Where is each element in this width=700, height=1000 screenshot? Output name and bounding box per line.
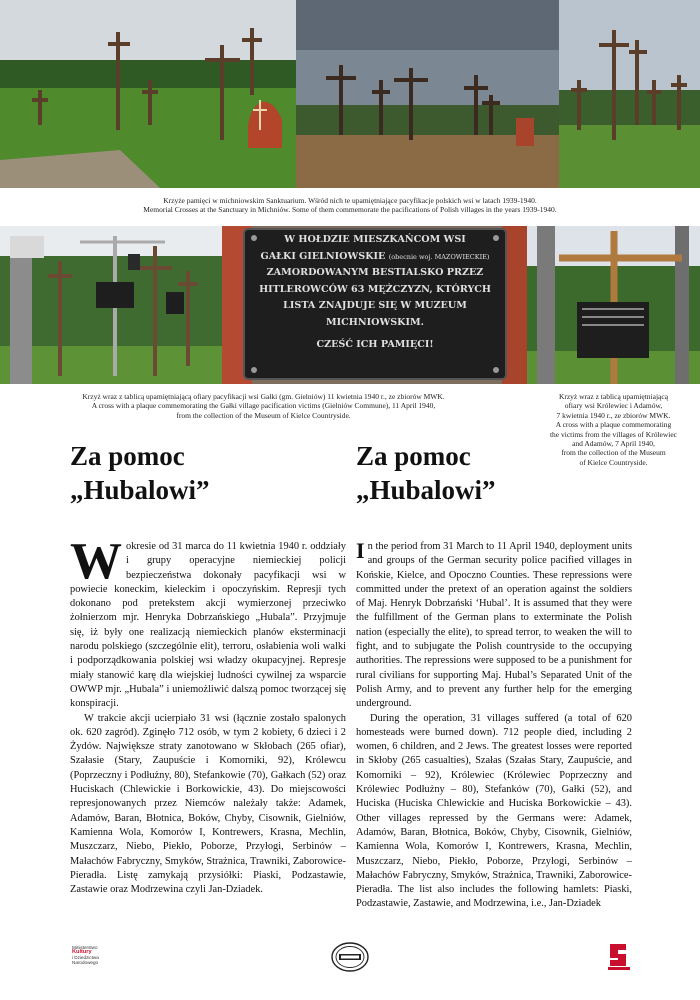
right-caption-line-2: ofiary wsi Królewiec i Adamów, <box>564 401 663 411</box>
middle-caption-line-2: A cross with a plaque commemorating the Gałki village pacification victims (Gielniów Commune), 11 April 1940, <box>91 401 436 411</box>
photo-cross-krolewiec-adamow <box>527 226 700 384</box>
body-pl-paragraph-1 <box>70 533 346 712</box>
right-caption-line-6: and Adamów, 7 April 1940, <box>572 438 655 448</box>
right-caption-line-3: 7 kwietnia 1940 r., ze zbiorów MWK. <box>556 410 671 420</box>
plaque-line-5: LISTA ZNAJDUJE SIĘ W MUZEUM <box>283 300 467 311</box>
ministry-logo <box>72 945 122 965</box>
ministry-logo-line-2: Kultury <box>72 949 92 955</box>
title-pl <box>70 440 210 508</box>
ministry-logo-line-1: Ministerstwo <box>72 945 98 950</box>
photo-cross-with-plaques <box>0 226 222 384</box>
photo-memorial-crosses-3 <box>559 0 700 188</box>
title-en-line-1: Za pomoc <box>356 441 471 471</box>
plaque-line-3: ZAMORDOWANYM BESTIALSKO PRZEZ <box>266 267 484 278</box>
dropcap-pl: W <box>70 533 122 590</box>
right-caption-line-1: Krzyż wraz z tablicą upamiętniającą <box>558 392 669 401</box>
title-en <box>356 440 496 508</box>
photo-plaque-galki <box>222 226 527 384</box>
top-caption-en: Memorial Crosses at the Sanctuary in Michniów. Some of them commemorate the pacifications of Polish villages in the years 1939-1940. <box>143 205 557 215</box>
right-caption-line-7: from the collection of the Museum <box>561 448 666 458</box>
photo-memorial-crosses-1 <box>0 0 296 188</box>
middle-caption-line-3: from the collection of the Museum of Kielce Countryside. <box>176 410 351 420</box>
body-pl-paragraph-2: W trakcie akcji ucierpiało 31 wsi (łącznie zostało spalonych ok. 620 zagród). Zginęło 712 osób, w tym 2 kobiety, 6 dzieci i 2 Żydów. Największe straty zanotowano w Skłobach (265 ofiar), Szałasie (Stary, Zaupuście i Komorniki, 92), Królewcu (Poprzeczny i Podłużny, 80), Stefankowie (70), Gałkach (52) oraz Huciskach (Chlewickie i Borkowickie, 43). Do miejscowości represjonowanych przez Niemców należały także: Adamek, Adamów, Baran, Błotnica, Boków, Chyby, Cisownik, Gielniów, Kamienna Wola, Komorów I, Kontrewers, Krasna, Mechlin, Muszczarz, Niebo, Piekło, Poborze, Przyłogi, Serbinów – Małachów Fabryczny, Smyków, Strażnica, Trawniki, Zaborowice-Pieradła. Listę zamykają przysiółki: Piaski, Podzastawie, Zastawie oraz Modrzewina czyli Jan-Dziadek. <box>70 712 346 896</box>
title-pl-line-1: Za pomoc <box>70 441 185 471</box>
body-en-paragraph-1-text: n the period from 31 March to 11 April 1940, deployment units and groups of the German security police pacified villages in Końskie, Kielce, and Opoczno Counties. These repressions were committed under the pretext of an operation against the soldiers of Maj. Henryk Dobrzański ‘Hubal’. It is assumed that they were the fulfillment of the German plans to exterminate the Polish nation (especially the elite), to spread terror, to weaken the will to fight, and to subjugate the Polish countryside to the occupying authorities. The repressions were supposed to be a punishment for rural civilians for supporting Maj. Hubal’s Separated Unit of the Polish Army, and to prevent any further help for the emerging underground. <box>356 541 632 710</box>
photo-memorial-crosses-2 <box>296 0 559 188</box>
plaque-line-7: CZEŚĆ ICH PAMIĘCI! <box>316 339 434 350</box>
plaque-line-6: MICHNIOWSKIM. <box>326 316 424 328</box>
body-en-paragraph-1 <box>356 540 632 712</box>
plaque-line-4: HITLEROWCÓW 63 MĘŻCZYZN, KTÓRYCH <box>259 283 491 295</box>
ministry-logo-line-3: i Dziedzictwa <box>72 955 99 960</box>
plaque-line-2-small: (obecnie woj. MAZOWIECKIE) <box>388 252 490 261</box>
title-en-line-2: „Hubalowi” <box>356 474 496 505</box>
body-pl <box>70 533 346 897</box>
plaque-inscription <box>252 232 498 354</box>
middle-caption-line-1: Krzyż wraz z tablicą upamiętniającą ofiary pacyfikacji wsi Gałki (gm. Gielniów) 11 kwietnia 1940 r., ze zbiorów MWK. <box>82 392 445 401</box>
plaque-line-1: W HOŁDZIE MIESZKAŃCOM WSI <box>284 234 466 245</box>
body-pl-paragraph-1-text: okresie od 31 marca do 11 kwietnia 1940 r. oddziały i grupy operacyjne niemieckiej policji bezpieczeństwa dokonały pacyfikacji wsi w powiecie koneckim, kieleckim i opoczyńskim. Represji tych dokonano pod pretekstem akcji wymierzonej przeciwko żołnierzom mjr. Henryka Dobrzańskiego „Hubala”. Przyjmuje się, iż były one realizacją niemieckich planów eksterminacji narodu polskiego (szczególnie elit), terroru, osłabienia woli walki i podporządkowania polskiej wsi władzy okupacyjnej. Represje miały stanowić karę dla wiejskiej ludności cywilnej za wsparcie OWWP mjr. „Hubala” i uniemożliwić dalszą pomoc tworzącej się konspiracji. <box>70 541 346 710</box>
top-caption-pl: Krzyże pamięci w michniowskim Sanktuarium. Wśród nich te upamiętniające pacyfikacje polskich wsi w latach 1939-1940. <box>163 196 537 205</box>
middle-caption <box>0 392 527 420</box>
body-en-paragraph-2: During the operation, 31 villages suffered (a total of 620 homesteads were burned down). 712 people died, including 2 women, 6 children, and 2 Jews. The greatest losses were reported in Skłoby (265 casualties), Szałas (Szałas Stary, Zaupuście, and Komorniki – 92), Królewiec (Królewiec Poprzeczny and Królewiec Podłużny – 80), Stefanków (70), Gałki (52), and Huciska (Huciska Chlewickie and Huciska Borkowickie – 43). Other villages repressed by the Germans were: Adamek, Adamów, Baran, Błotnica, Boków, Chyby, Cisownik, Gielniów, Kamienna Wola, Komorów I, Kontrewers, Krasna, Mechlin, Muszczarz, Niebo, Piekło, Poborze, Przyłogi, Serbinów – Małachów Fabryczny, Smyków, Strażnica, Trawniki, Zaborowice-Pieradła. The list also includes the following hamlets: Piaski, Podzastawie, Zastawie, and Modrzewina, i.e., Jan-Dziadek <box>356 712 632 910</box>
right-caption-line-5: the victims from the villages of Królewiec <box>549 429 678 439</box>
plaque-line-2: GAŁKI GIELNIOWSKIE <box>260 250 386 262</box>
title-pl-line-2: „Hubalowi” <box>70 474 210 505</box>
right-caption-line-4: A cross with a plaque commemorating <box>555 420 672 430</box>
dropcap-en: I <box>356 538 365 563</box>
top-caption <box>0 196 700 215</box>
body-en <box>356 540 632 912</box>
right-caption <box>527 392 700 467</box>
ministry-logo-line-4: Narodowego <box>72 960 99 965</box>
museum-seal-icon <box>331 942 369 972</box>
brand-red-logo-icon <box>604 940 634 972</box>
right-caption-line-8: of Kielce Countryside. <box>579 457 648 467</box>
